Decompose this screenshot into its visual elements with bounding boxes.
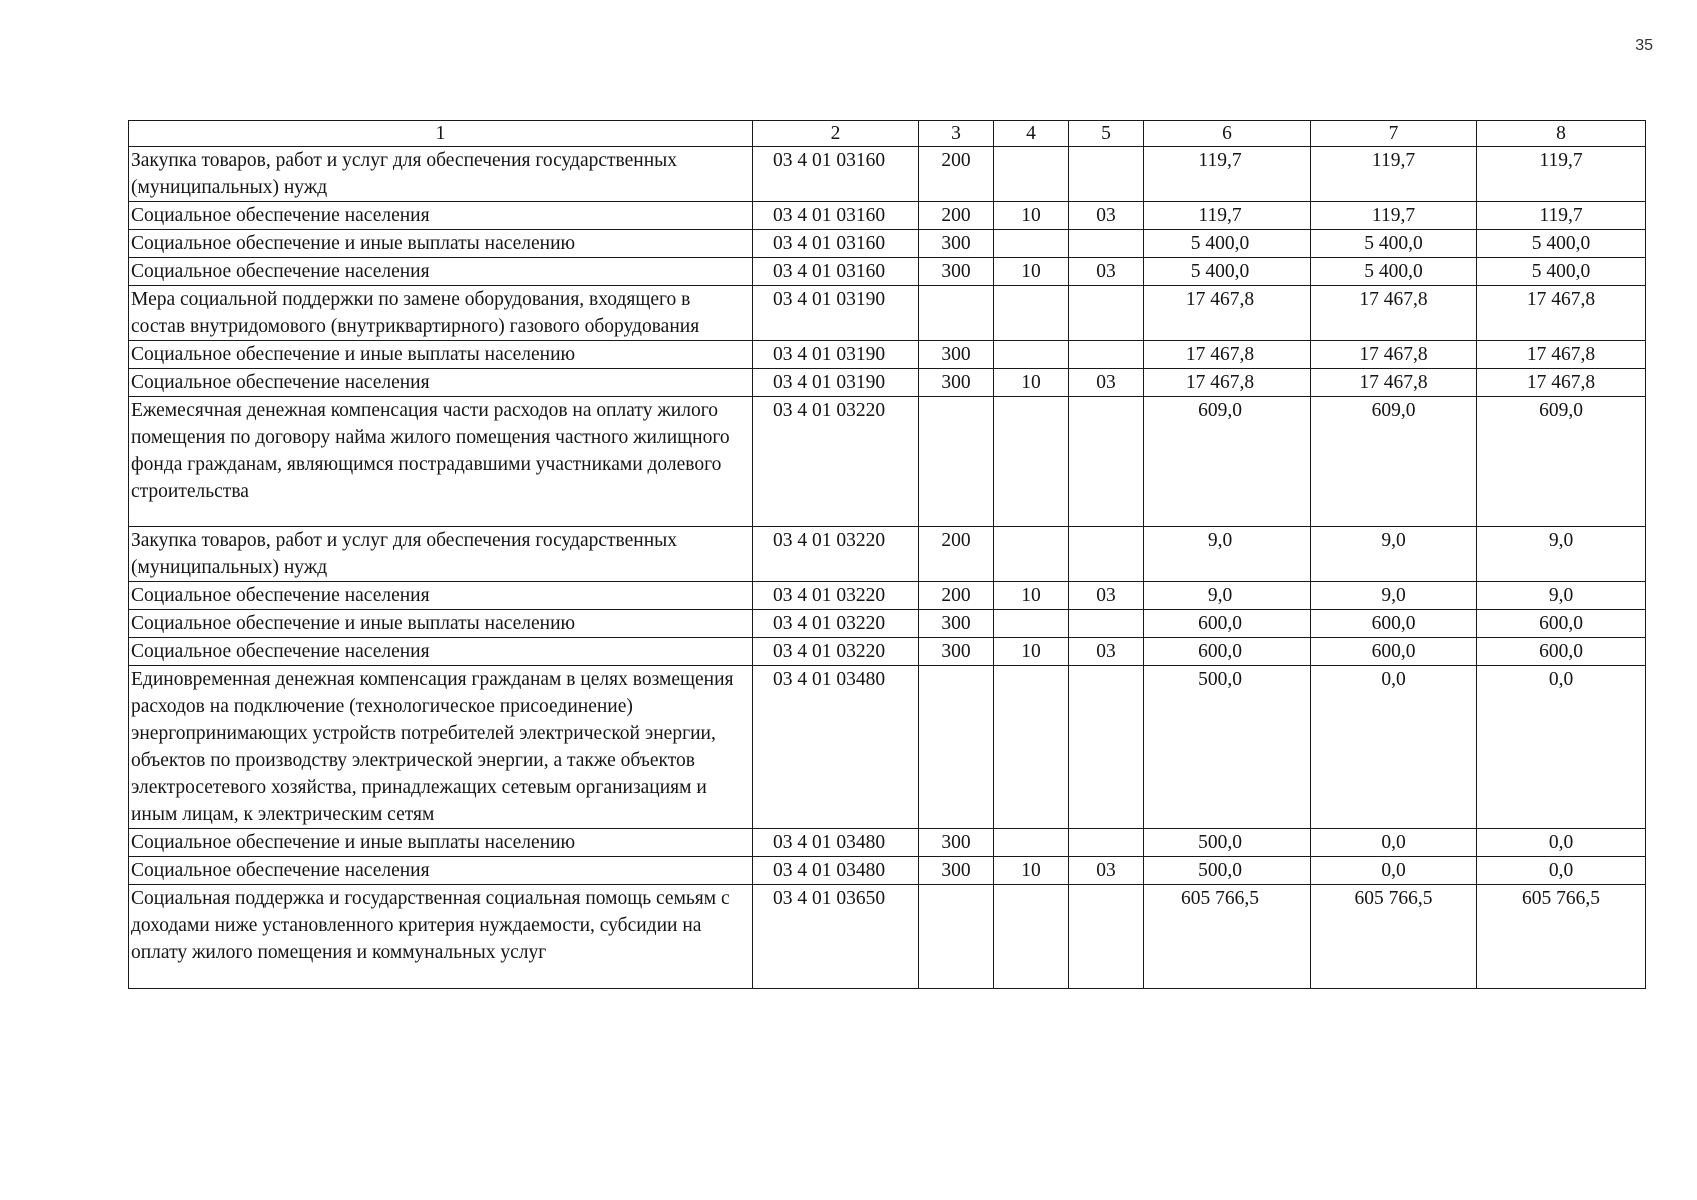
row-col5-cell: 03 xyxy=(1069,258,1144,286)
row-col5-cell: 03 xyxy=(1069,202,1144,230)
row-code-cell: 03 4 01 03190 xyxy=(753,369,919,397)
table-row xyxy=(129,829,1646,857)
row-col8-cell: 17 467,8 xyxy=(1477,286,1646,341)
table-row xyxy=(129,202,1646,230)
row-col4-cell xyxy=(994,230,1069,258)
row-code-cell: 03 4 01 03480 xyxy=(753,666,919,829)
row-col8-cell: 17 467,8 xyxy=(1477,341,1646,369)
table-row xyxy=(129,527,1646,582)
row-col8-cell: 0,0 xyxy=(1477,829,1646,857)
row-col4-cell xyxy=(994,147,1069,202)
row-col6-cell: 17 467,8 xyxy=(1144,369,1311,397)
row-col7-cell: 17 467,8 xyxy=(1311,286,1477,341)
column-header: 3 xyxy=(919,121,994,147)
row-col8-cell: 600,0 xyxy=(1477,610,1646,638)
column-header: 4 xyxy=(994,121,1069,147)
row-col5-cell xyxy=(1069,230,1144,258)
row-name-cell: Социальное обеспечение и иные выплаты населению xyxy=(129,829,753,857)
row-name-cell: Социальное обеспечение и иные выплаты населению xyxy=(129,230,753,258)
table-row xyxy=(129,582,1646,610)
row-col3-cell: 300 xyxy=(919,857,994,885)
table-row xyxy=(129,147,1646,202)
row-name-cell: Социальное обеспечение и иные выплаты населению xyxy=(129,341,753,369)
row-name-cell: Социальная поддержка и государственная социальная помощь семьям с доходами ниже установленного критерия нуждаемости, субсидии на оплату жилого помещения и коммунальных услуг xyxy=(129,885,753,989)
row-col7-cell: 605 766,5 xyxy=(1311,885,1477,989)
row-col8-cell: 605 766,5 xyxy=(1477,885,1646,989)
row-col8-cell: 5 400,0 xyxy=(1477,230,1646,258)
row-col5-cell xyxy=(1069,341,1144,369)
row-code-cell: 03 4 01 03160 xyxy=(753,230,919,258)
row-col5-cell xyxy=(1069,829,1144,857)
row-col6-cell: 119,7 xyxy=(1144,202,1311,230)
row-col7-cell: 5 400,0 xyxy=(1311,258,1477,286)
row-code-cell: 03 4 01 03190 xyxy=(753,286,919,341)
row-col5-cell xyxy=(1069,397,1144,527)
row-col5-cell xyxy=(1069,286,1144,341)
row-col6-cell: 500,0 xyxy=(1144,857,1311,885)
row-col3-cell: 300 xyxy=(919,829,994,857)
column-header: 6 xyxy=(1144,121,1311,147)
row-code-cell: 03 4 01 03190 xyxy=(753,341,919,369)
row-col6-cell: 5 400,0 xyxy=(1144,230,1311,258)
row-col6-cell: 600,0 xyxy=(1144,638,1311,666)
row-code-cell: 03 4 01 03480 xyxy=(753,829,919,857)
row-col5-cell: 03 xyxy=(1069,638,1144,666)
row-name-cell: Социальное обеспечение и иные выплаты населению xyxy=(129,610,753,638)
row-col5-cell xyxy=(1069,527,1144,582)
column-header: 8 xyxy=(1477,121,1646,147)
row-code-cell: 03 4 01 03220 xyxy=(753,582,919,610)
row-col3-cell xyxy=(919,286,994,341)
row-col4-cell: 10 xyxy=(994,582,1069,610)
row-col4-cell: 10 xyxy=(994,369,1069,397)
row-col6-cell: 600,0 xyxy=(1144,610,1311,638)
row-col6-cell: 5 400,0 xyxy=(1144,258,1311,286)
row-col3-cell: 200 xyxy=(919,527,994,582)
row-col8-cell: 9,0 xyxy=(1477,527,1646,582)
row-col3-cell: 300 xyxy=(919,610,994,638)
row-col8-cell: 9,0 xyxy=(1477,582,1646,610)
table-row xyxy=(129,638,1646,666)
row-col8-cell: 0,0 xyxy=(1477,857,1646,885)
row-col8-cell: 17 467,8 xyxy=(1477,369,1646,397)
row-col6-cell: 605 766,5 xyxy=(1144,885,1311,989)
row-col3-cell xyxy=(919,666,994,829)
row-col8-cell: 119,7 xyxy=(1477,202,1646,230)
row-name-cell: Социальное обеспечение населения xyxy=(129,582,753,610)
row-name-cell: Социальное обеспечение населения xyxy=(129,258,753,286)
row-col6-cell: 500,0 xyxy=(1144,829,1311,857)
row-code-cell: 03 4 01 03160 xyxy=(753,258,919,286)
row-code-cell: 03 4 01 03220 xyxy=(753,397,919,527)
table-row xyxy=(129,885,1646,989)
row-col7-cell: 17 467,8 xyxy=(1311,341,1477,369)
row-col6-cell: 119,7 xyxy=(1144,147,1311,202)
row-col8-cell: 600,0 xyxy=(1477,638,1646,666)
row-col6-cell: 17 467,8 xyxy=(1144,286,1311,341)
row-col4-cell xyxy=(994,341,1069,369)
table-body xyxy=(129,147,1646,989)
row-col5-cell: 03 xyxy=(1069,857,1144,885)
row-col3-cell: 200 xyxy=(919,147,994,202)
row-code-cell: 03 4 01 03160 xyxy=(753,202,919,230)
row-col3-cell xyxy=(919,885,994,989)
row-name-cell: Социальное обеспечение населения xyxy=(129,369,753,397)
row-col7-cell: 17 467,8 xyxy=(1311,369,1477,397)
table-row xyxy=(129,397,1646,527)
row-code-cell: 03 4 01 03220 xyxy=(753,527,919,582)
table-row xyxy=(129,857,1646,885)
row-name-cell: Ежемесячная денежная компенсация части расходов на оплату жилого помещения по договору найма жилого помещения частного жилищного фонда гражданам, являющимся пострадавшими участниками долевого строительства xyxy=(129,397,753,527)
row-col5-cell xyxy=(1069,147,1144,202)
table-row xyxy=(129,258,1646,286)
row-col7-cell: 0,0 xyxy=(1311,829,1477,857)
budget-table xyxy=(128,120,1646,989)
table-row xyxy=(129,230,1646,258)
row-col7-cell: 9,0 xyxy=(1311,582,1477,610)
column-header: 2 xyxy=(753,121,919,147)
row-col3-cell: 300 xyxy=(919,341,994,369)
row-code-cell: 03 4 01 03220 xyxy=(753,638,919,666)
row-code-cell: 03 4 01 03160 xyxy=(753,147,919,202)
row-col6-cell: 17 467,8 xyxy=(1144,341,1311,369)
row-col7-cell: 0,0 xyxy=(1311,857,1477,885)
row-col4-cell: 10 xyxy=(994,857,1069,885)
row-col3-cell: 300 xyxy=(919,638,994,666)
row-col4-cell xyxy=(994,286,1069,341)
table-row xyxy=(129,286,1646,341)
row-col7-cell: 600,0 xyxy=(1311,638,1477,666)
row-code-cell: 03 4 01 03650 xyxy=(753,885,919,989)
row-col4-cell xyxy=(994,829,1069,857)
table-header-row xyxy=(129,121,1646,147)
row-name-cell: Социальное обеспечение населения xyxy=(129,857,753,885)
row-col7-cell: 119,7 xyxy=(1311,202,1477,230)
row-col8-cell: 5 400,0 xyxy=(1477,258,1646,286)
row-col3-cell: 200 xyxy=(919,582,994,610)
row-col8-cell: 119,7 xyxy=(1477,147,1646,202)
row-col4-cell xyxy=(994,397,1069,527)
row-col6-cell: 9,0 xyxy=(1144,582,1311,610)
row-col5-cell xyxy=(1069,610,1144,638)
row-col4-cell xyxy=(994,885,1069,989)
row-col3-cell: 300 xyxy=(919,258,994,286)
row-col5-cell: 03 xyxy=(1069,369,1144,397)
row-col4-cell: 10 xyxy=(994,258,1069,286)
row-col4-cell xyxy=(994,527,1069,582)
row-name-cell: Единовременная денежная компенсация гражданам в целях возмещения расходов на подключение (технологическое присоединение) энергопринимающих устройств потребителей электрической энергии, объектов по производству электрической энергии, а также объектов электросетевого хозяйства, принадлежащих сетевым организациям и иным лицам, к электрическим сетям xyxy=(129,666,753,829)
row-col5-cell xyxy=(1069,666,1144,829)
table-row xyxy=(129,610,1646,638)
row-col6-cell: 9,0 xyxy=(1144,527,1311,582)
row-col6-cell: 500,0 xyxy=(1144,666,1311,829)
row-code-cell: 03 4 01 03220 xyxy=(753,610,919,638)
column-header: 1 xyxy=(129,121,753,147)
column-header: 5 xyxy=(1069,121,1144,147)
row-col8-cell: 609,0 xyxy=(1477,397,1646,527)
table-row xyxy=(129,369,1646,397)
row-col7-cell: 5 400,0 xyxy=(1311,230,1477,258)
row-col5-cell: 03 xyxy=(1069,582,1144,610)
row-col3-cell xyxy=(919,397,994,527)
row-col7-cell: 609,0 xyxy=(1311,397,1477,527)
page-number: 35 xyxy=(1635,37,1653,54)
row-name-cell: Закупка товаров, работ и услуг для обеспечения государственных (муниципальных) нужд xyxy=(129,147,753,202)
row-col3-cell: 300 xyxy=(919,230,994,258)
row-col7-cell: 119,7 xyxy=(1311,147,1477,202)
column-header: 7 xyxy=(1311,121,1477,147)
row-col8-cell: 0,0 xyxy=(1477,666,1646,829)
table-row xyxy=(129,341,1646,369)
row-col3-cell: 300 xyxy=(919,369,994,397)
row-col4-cell xyxy=(994,666,1069,829)
row-code-cell: 03 4 01 03480 xyxy=(753,857,919,885)
row-col5-cell xyxy=(1069,885,1144,989)
row-col7-cell: 0,0 xyxy=(1311,666,1477,829)
row-name-cell: Мера социальной поддержки по замене оборудования, входящего в состав внутридомового (внутриквартирного) газового оборудования xyxy=(129,286,753,341)
row-col4-cell: 10 xyxy=(994,202,1069,230)
row-col3-cell: 200 xyxy=(919,202,994,230)
row-col4-cell xyxy=(994,610,1069,638)
row-name-cell: Социальное обеспечение населения xyxy=(129,638,753,666)
row-col4-cell: 10 xyxy=(994,638,1069,666)
row-col7-cell: 600,0 xyxy=(1311,610,1477,638)
row-col7-cell: 9,0 xyxy=(1311,527,1477,582)
row-name-cell: Закупка товаров, работ и услуг для обеспечения государственных (муниципальных) нужд xyxy=(129,527,753,582)
row-name-cell: Социальное обеспечение населения xyxy=(129,202,753,230)
table-row xyxy=(129,666,1646,829)
row-col6-cell: 609,0 xyxy=(1144,397,1311,527)
